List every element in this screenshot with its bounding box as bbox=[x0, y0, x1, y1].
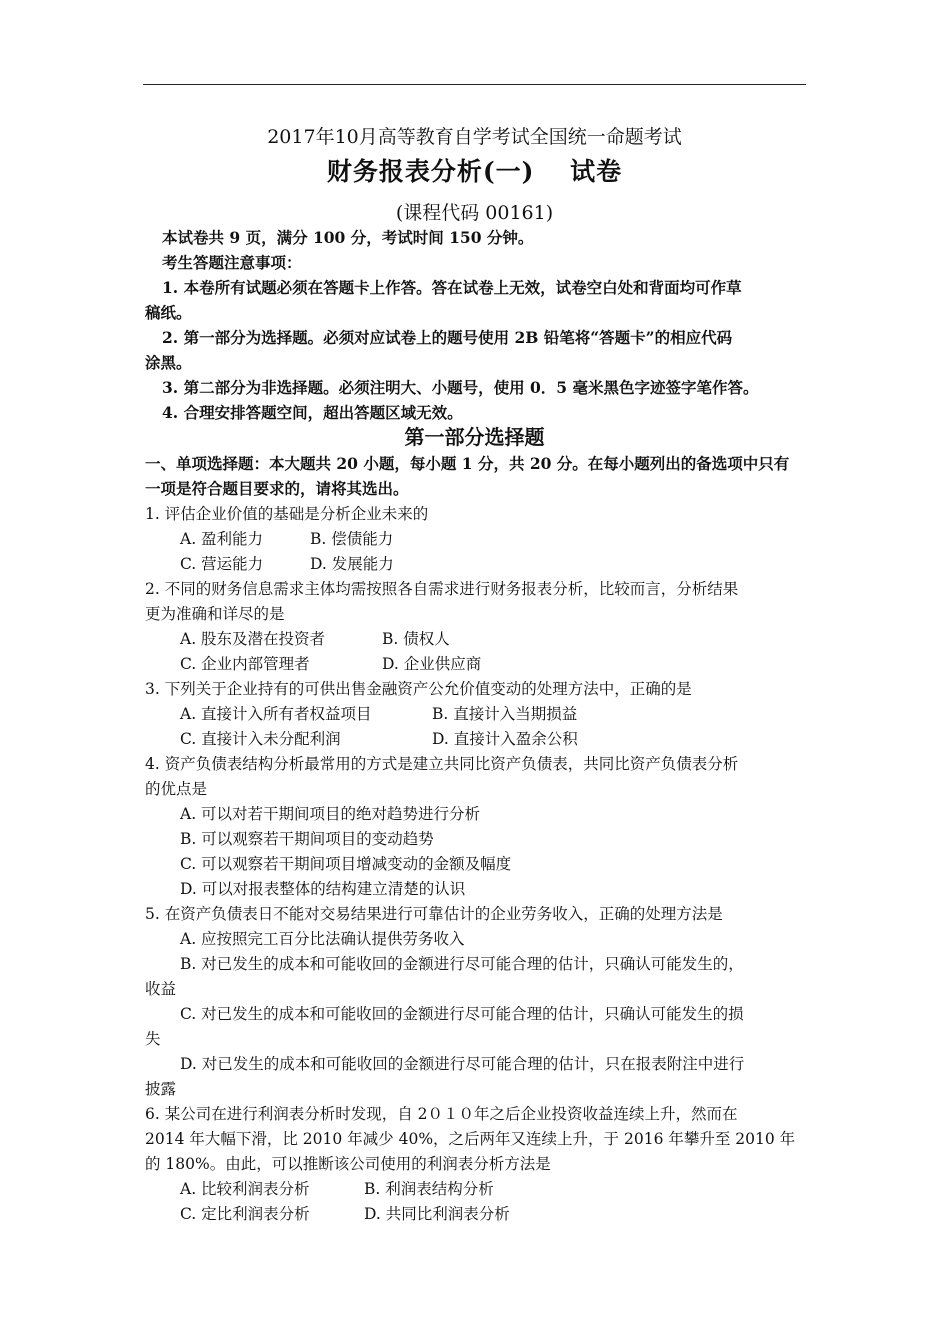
exam-line: 2017年10月高等教育自学考试全国统一命题考试 bbox=[267, 126, 682, 148]
part1-instructions-line-1: 一、单项选择题：本大题共 20 小题，每小题 1 分，共 20 分。在每小题列出的备选项中只有 bbox=[145, 454, 790, 473]
course-code: (课程代码 00161) bbox=[395, 202, 554, 224]
q1-option-b: B. 偿债能力 bbox=[310, 530, 394, 548]
q6-option-d: D. 共同比利润表分析 bbox=[364, 1205, 510, 1223]
q2-option-d: D. 企业供应商 bbox=[382, 655, 482, 673]
q5-option-c-line-2: 失 bbox=[145, 1030, 161, 1048]
q2-option-a: A. 股东及潜在投资者 bbox=[180, 630, 326, 648]
q2-option-c: C. 企业内部管理者 bbox=[180, 655, 310, 673]
q4-option-a: A. 可以对若干期间项目的绝对趋势进行分析 bbox=[180, 805, 481, 823]
header-rule bbox=[143, 84, 806, 85]
q5-option-c-line-1: C. 对已发生的成本和可能收回的金额进行尽可能合理的估计，只确认可能发生的损 bbox=[180, 1005, 744, 1023]
q1-option-d: D. 发展能力 bbox=[310, 555, 394, 573]
notes-summary: 本试卷共 9 页，满分 100 分，考试时间 150 分钟。 bbox=[162, 228, 534, 247]
q3-option-d: D. 直接计入盈余公积 bbox=[432, 730, 578, 748]
q6-stem-line-2: 2014 年大幅下滑，比 2010 年减少 40%，之后两年又连续上升，于 2016 年攀升至 2010 年 bbox=[145, 1130, 796, 1148]
note-1-line-2: 稿纸。 bbox=[145, 303, 192, 322]
q2-stem-line-1: 2. 不同的财务信息需求主体均需按照各自需求进行财务报表分析，比较而言，分析结果 bbox=[145, 580, 739, 598]
q1-stem: 1. 评估企业价值的基础是分析企业未来的 bbox=[145, 505, 429, 523]
q6-stem-line-1: 6. 某公司在进行利润表分析时发现，自 2０１０年之后企业投资收益连续上升，然而在 bbox=[145, 1105, 738, 1123]
q4-option-b: B. 可以观察若干期间项目的变动趋势 bbox=[180, 830, 434, 848]
q3-option-b: B. 直接计入当期损益 bbox=[432, 705, 578, 723]
q5-option-a: A. 应按照完工百分比法确认提供劳务收入 bbox=[180, 930, 465, 948]
q4-stem-line-2: 的优点是 bbox=[145, 780, 208, 798]
note-2-line-2: 涂黑。 bbox=[145, 353, 192, 372]
q3-option-c: C. 直接计入未分配利润 bbox=[180, 730, 341, 748]
q6-option-a: A. 比较利润表分析 bbox=[180, 1180, 310, 1198]
q5-option-d-line-2: 披露 bbox=[145, 1080, 177, 1098]
q6-stem-line-3: 的 180%。由此，可以推断该公司使用的利润表分析方法是 bbox=[145, 1155, 551, 1173]
q2-option-b: B. 债权人 bbox=[382, 630, 450, 648]
q4-stem-line-1: 4. 资产负债表结构分析最常用的方式是建立共同比资产负债表，共同比资产负债表分析 bbox=[145, 755, 739, 773]
notes-heading: 考生答题注意事项： bbox=[162, 253, 302, 272]
q5-option-d-line-1: D. 对已发生的成本和可能收回的金额进行尽可能合理的估计，只在报表附注中进行 bbox=[180, 1055, 745, 1073]
q1-option-a: A. 盈利能力 bbox=[180, 530, 264, 548]
q1-option-c: C. 营运能力 bbox=[180, 555, 264, 573]
part1-instructions-line-2: 一项是符合题目要求的，请将其选出。 bbox=[145, 479, 409, 498]
q6-option-b: B. 利润表结构分析 bbox=[364, 1180, 494, 1198]
q5-option-b-line-1: B. 对已发生的成本和可能收回的金额进行尽可能合理的估计，只确认可能发生的， bbox=[180, 955, 744, 973]
q2-stem-line-2: 更为准确和详尽的是 bbox=[145, 605, 285, 623]
q5-option-b-line-2: 收益 bbox=[145, 980, 177, 998]
q4-option-c: C. 可以观察若干期间项目增减变动的金额及幅度 bbox=[180, 855, 512, 873]
q3-stem: 3. 下列关于企业持有的可供出售金融资产公允价值变动的处理方法中，正确的是 bbox=[145, 680, 692, 698]
note-1-line-1: 1. 本卷所有试题必须在答题卡上作答。答在试卷上无效，试卷空白处和背面均可作草 bbox=[162, 278, 742, 297]
paper-title: 财务报表分析(一) 试卷 bbox=[326, 157, 623, 186]
part1-title: 第一部分选择题 bbox=[404, 425, 545, 449]
q5-stem: 5. 在资产负债表日不能对交易结果进行可靠估计的企业劳务收入，正确的处理方法是 bbox=[145, 905, 723, 923]
note-2-line-1: 2. 第一部分为选择题。必须对应试卷上的题号使用 2B 铅笔将“答题卡”的相应代码 bbox=[162, 328, 733, 347]
note-4: 4. 合理安排答题空间，超出答题区域无效。 bbox=[162, 403, 463, 422]
q6-option-c: C. 定比利润表分析 bbox=[180, 1205, 310, 1223]
q3-option-a: A. 直接计入所有者权益项目 bbox=[180, 705, 372, 723]
q4-option-d: D. 可以对报表整体的结构建立清楚的认识 bbox=[180, 880, 466, 898]
note-3: 3. 第二部分为非选择题。必须注明大、小题号，使用 0．5 毫米黑色字迹签字笔作答。 bbox=[162, 378, 759, 397]
